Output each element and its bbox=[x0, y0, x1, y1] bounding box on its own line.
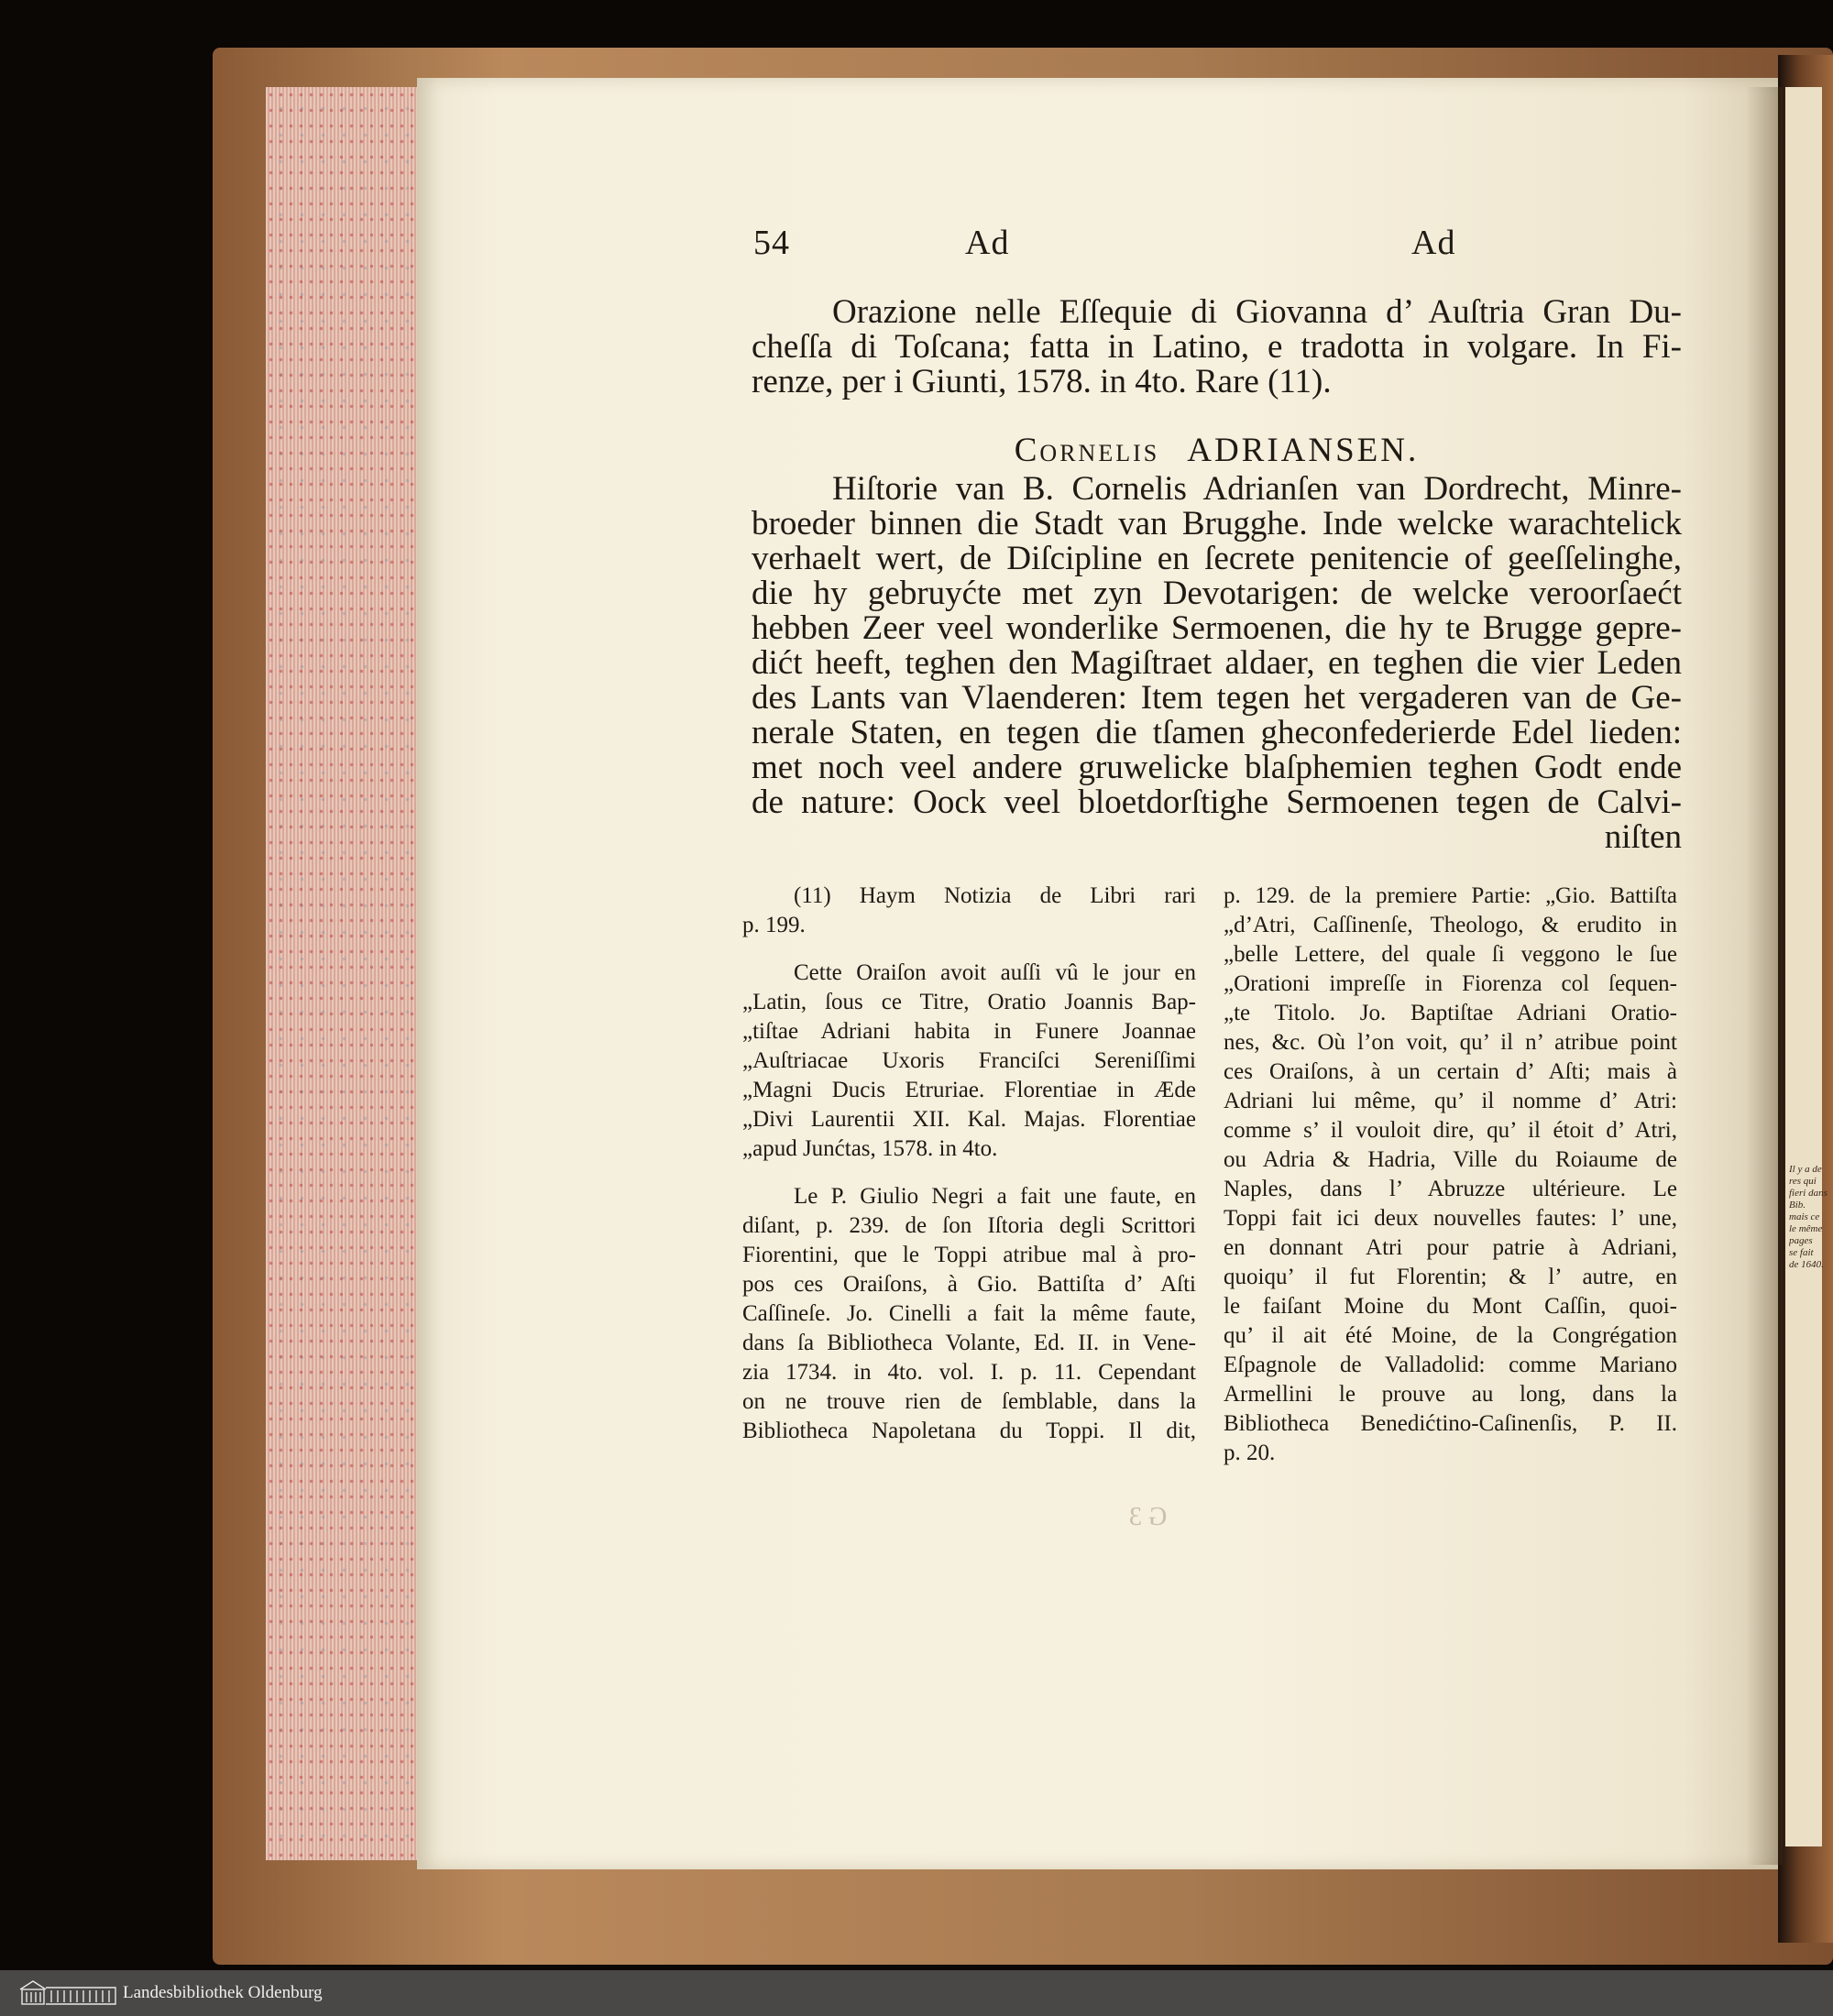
note-line: Adriani lui même, qu’ il nomme d’ Atri: bbox=[1224, 1089, 1677, 1113]
note-line: qu’ il ait été Moine, de la Congrégation bbox=[1224, 1323, 1677, 1348]
entry-historie bbox=[752, 472, 1682, 855]
note-line: Caſſineſe. Jo. Cinelli a fait la même faute, bbox=[742, 1301, 1196, 1326]
handwritten-marginalia bbox=[1789, 1164, 1831, 1271]
running-head-left: Ad bbox=[965, 224, 1010, 262]
text-line: nerale Staten, en tegen die tſamen gheconfederierde Edel lieden: bbox=[752, 716, 1682, 751]
note-line: diſant, p. 239. de ſon Iſtoria degli Scrittori bbox=[742, 1213, 1196, 1238]
show-through-signature-mark: G 3 bbox=[1129, 1503, 1168, 1531]
marginalia-line: se fait bbox=[1789, 1247, 1814, 1258]
note-line: Cette Oraiſon avoit auſſi vû le jour en bbox=[794, 960, 1196, 985]
note-line: zia 1734. in 4to. vol. I. p. 11. Cependant bbox=[742, 1360, 1196, 1385]
note-line: nes, &c. Où l’on voit, qu’ il n’ atribue point bbox=[1224, 1030, 1677, 1055]
text-line: dićt heeft, teghen den Magiſtraet aldaer, en teghen die vier Leden bbox=[752, 646, 1682, 681]
note-line: Armellini le prouve au long, dans la bbox=[1224, 1382, 1677, 1407]
note-line: ces Oraiſons, à un certain d’ Aſti; mais à bbox=[1224, 1059, 1677, 1084]
heading-name: ADRIANSEN. bbox=[1187, 432, 1420, 469]
note-line: „apud Junćtas, 1578. in 4to. bbox=[742, 1136, 998, 1161]
text-line: de nature: Oock veel bloetdorſtighe Sermoenen tegen de Calvi- bbox=[752, 785, 1682, 820]
note-line: dans ſa Bibliotheca Volante, Ed. II. in Vene- bbox=[742, 1331, 1196, 1355]
note-line: p. 20. bbox=[1224, 1441, 1276, 1465]
note-line: „belle Lettere, del quale ſi veggono le ſue bbox=[1224, 942, 1677, 967]
facing-page-edge bbox=[1785, 87, 1822, 1846]
text-line: Orazione nelle Eſſequie di Giovanna d’ Auſtria Gran Du- bbox=[832, 295, 1682, 330]
note-line: „tiſtae Adriani habita in Funere Joannae bbox=[742, 1019, 1196, 1044]
footnotes-left-column bbox=[742, 882, 1196, 1446]
text-line: verhaelt wert, de Diſcipline en ſecrete penitencie of geeſſelinghe, bbox=[752, 542, 1682, 576]
entry-heading bbox=[752, 431, 1682, 470]
page-edges-speckle bbox=[266, 87, 417, 1860]
text-line: die hy gebruyćte met zyn Devotarigen: de welcke veroorſaećt bbox=[752, 576, 1682, 611]
note-line: „Latin, ſous ce Titre, Oratio Joannis Bap- bbox=[742, 990, 1196, 1014]
marginalia-line: Il y a de bbox=[1789, 1164, 1822, 1175]
note-line: ou Adria & Hadria, Ville du Roiaume de bbox=[1224, 1147, 1677, 1172]
note-line: Le P. Giulio Negri a fait une faute, en bbox=[794, 1184, 1196, 1209]
note-line: p. 199. bbox=[742, 913, 806, 937]
text-line: niſten bbox=[1604, 820, 1682, 855]
heading-prefix: Cornelis bbox=[1014, 432, 1160, 469]
note-line: Toppi fait ici deux nouvelles fautes: l’ une, bbox=[1224, 1206, 1677, 1231]
text-line: des Lants van Vlaenderen: Item tegen het vergaderen van de Ge- bbox=[752, 681, 1682, 716]
library-name: Landesbibliothek Oldenburg bbox=[123, 1983, 323, 2002]
marginalia-line: fieri dans bbox=[1789, 1188, 1828, 1199]
note-line: „Magni Ducis Etruriae. Florentiae in Æde bbox=[742, 1078, 1196, 1102]
page-gutter-shadow bbox=[1746, 87, 1783, 1865]
running-head-right: Ad bbox=[1411, 224, 1456, 262]
text-line: renze, per i Giunti, 1578. in 4to. Rare (11). bbox=[752, 365, 1332, 400]
marginalia-line: Bib. bbox=[1789, 1200, 1806, 1211]
text-line: cheſſa di Toſcana; fatta in Latino, e tradotta in volgare. In Fi- bbox=[752, 330, 1682, 365]
note-line: en donnant Atri pour patrie à Adriani, bbox=[1224, 1235, 1677, 1260]
text-line: Hiſtorie van B. Cornelis Adrianſen van Dordrecht, Minre- bbox=[832, 472, 1682, 507]
note-line: „te Titolo. Jo. Baptiſtae Adriani Oratio- bbox=[1224, 1001, 1677, 1025]
library-building-logo-icon bbox=[18, 1978, 117, 2006]
note-line: Fiorentini, que le Toppi atribue mal à pro- bbox=[742, 1243, 1196, 1267]
footnotes-right-column bbox=[1224, 882, 1677, 1468]
note-line: „Auſtriacae Uxoris Franciſci Sereniſſimi bbox=[742, 1048, 1196, 1073]
note-line: comme s’ il vouloit dire, qu’ il étoit d’ Atri, bbox=[1224, 1118, 1677, 1143]
note-line: Naples, dans l’ Abruzze ultérieure. Le bbox=[1224, 1177, 1677, 1201]
marginalia-line: de 1640. bbox=[1789, 1259, 1824, 1270]
note-line: le faiſant Moine du Mont Caſſin, quoi- bbox=[1224, 1294, 1677, 1319]
note-line: Bibliotheca Napoletana du Toppi. Il dit, bbox=[742, 1419, 1196, 1443]
marginalia-line: res qui bbox=[1789, 1176, 1817, 1187]
author-heading bbox=[752, 431, 1682, 470]
marginalia-line: mais ce bbox=[1789, 1211, 1820, 1222]
text-line: hebben Zeer veel wonderlike Sermoenen, die hy te Brugge gepre- bbox=[752, 611, 1682, 646]
note-line: (11) Haym Notizia de Libri rari bbox=[794, 883, 1196, 908]
footer-bar bbox=[0, 1970, 1833, 2016]
entry-orazione bbox=[752, 295, 1682, 400]
note-line: quoiqu’ il fut Florentin; & l’ autre, en bbox=[1224, 1265, 1677, 1289]
note-line: p. 129. de la premiere Partie: „Gio. Battiſta bbox=[1224, 883, 1677, 908]
note-line: „Divi Laurentii XII. Kal. Majas. Florentiae bbox=[742, 1107, 1196, 1132]
note-line: on ne trouve rien de ſemblable, dans la bbox=[742, 1389, 1196, 1414]
note-line: „d’Atri, Caſſinenſe, Theologo, & erudito in bbox=[1224, 913, 1677, 937]
text-line: broeder binnen die Stadt van Brugghe. Inde welcke warachtelick bbox=[752, 507, 1682, 542]
marginalia-line: pages bbox=[1789, 1235, 1813, 1246]
page-number: 54 bbox=[753, 224, 790, 262]
marginalia-line: le même bbox=[1789, 1223, 1823, 1234]
note-line: „Orationi impreſſe in Fiorenza col ſequen- bbox=[1224, 971, 1677, 996]
text-line: met noch veel andere gruwelicke blaſphemien teghen Godt ende bbox=[752, 751, 1682, 785]
note-line: Eſpagnole de Valladolid: comme Mariano bbox=[1224, 1353, 1677, 1377]
note-line: pos ces Oraiſons, à Gio. Battiſta d’ Aſti bbox=[742, 1272, 1196, 1297]
note-line: Bibliotheca Benedićtino-Caſinenſis, P. II. bbox=[1224, 1411, 1677, 1436]
